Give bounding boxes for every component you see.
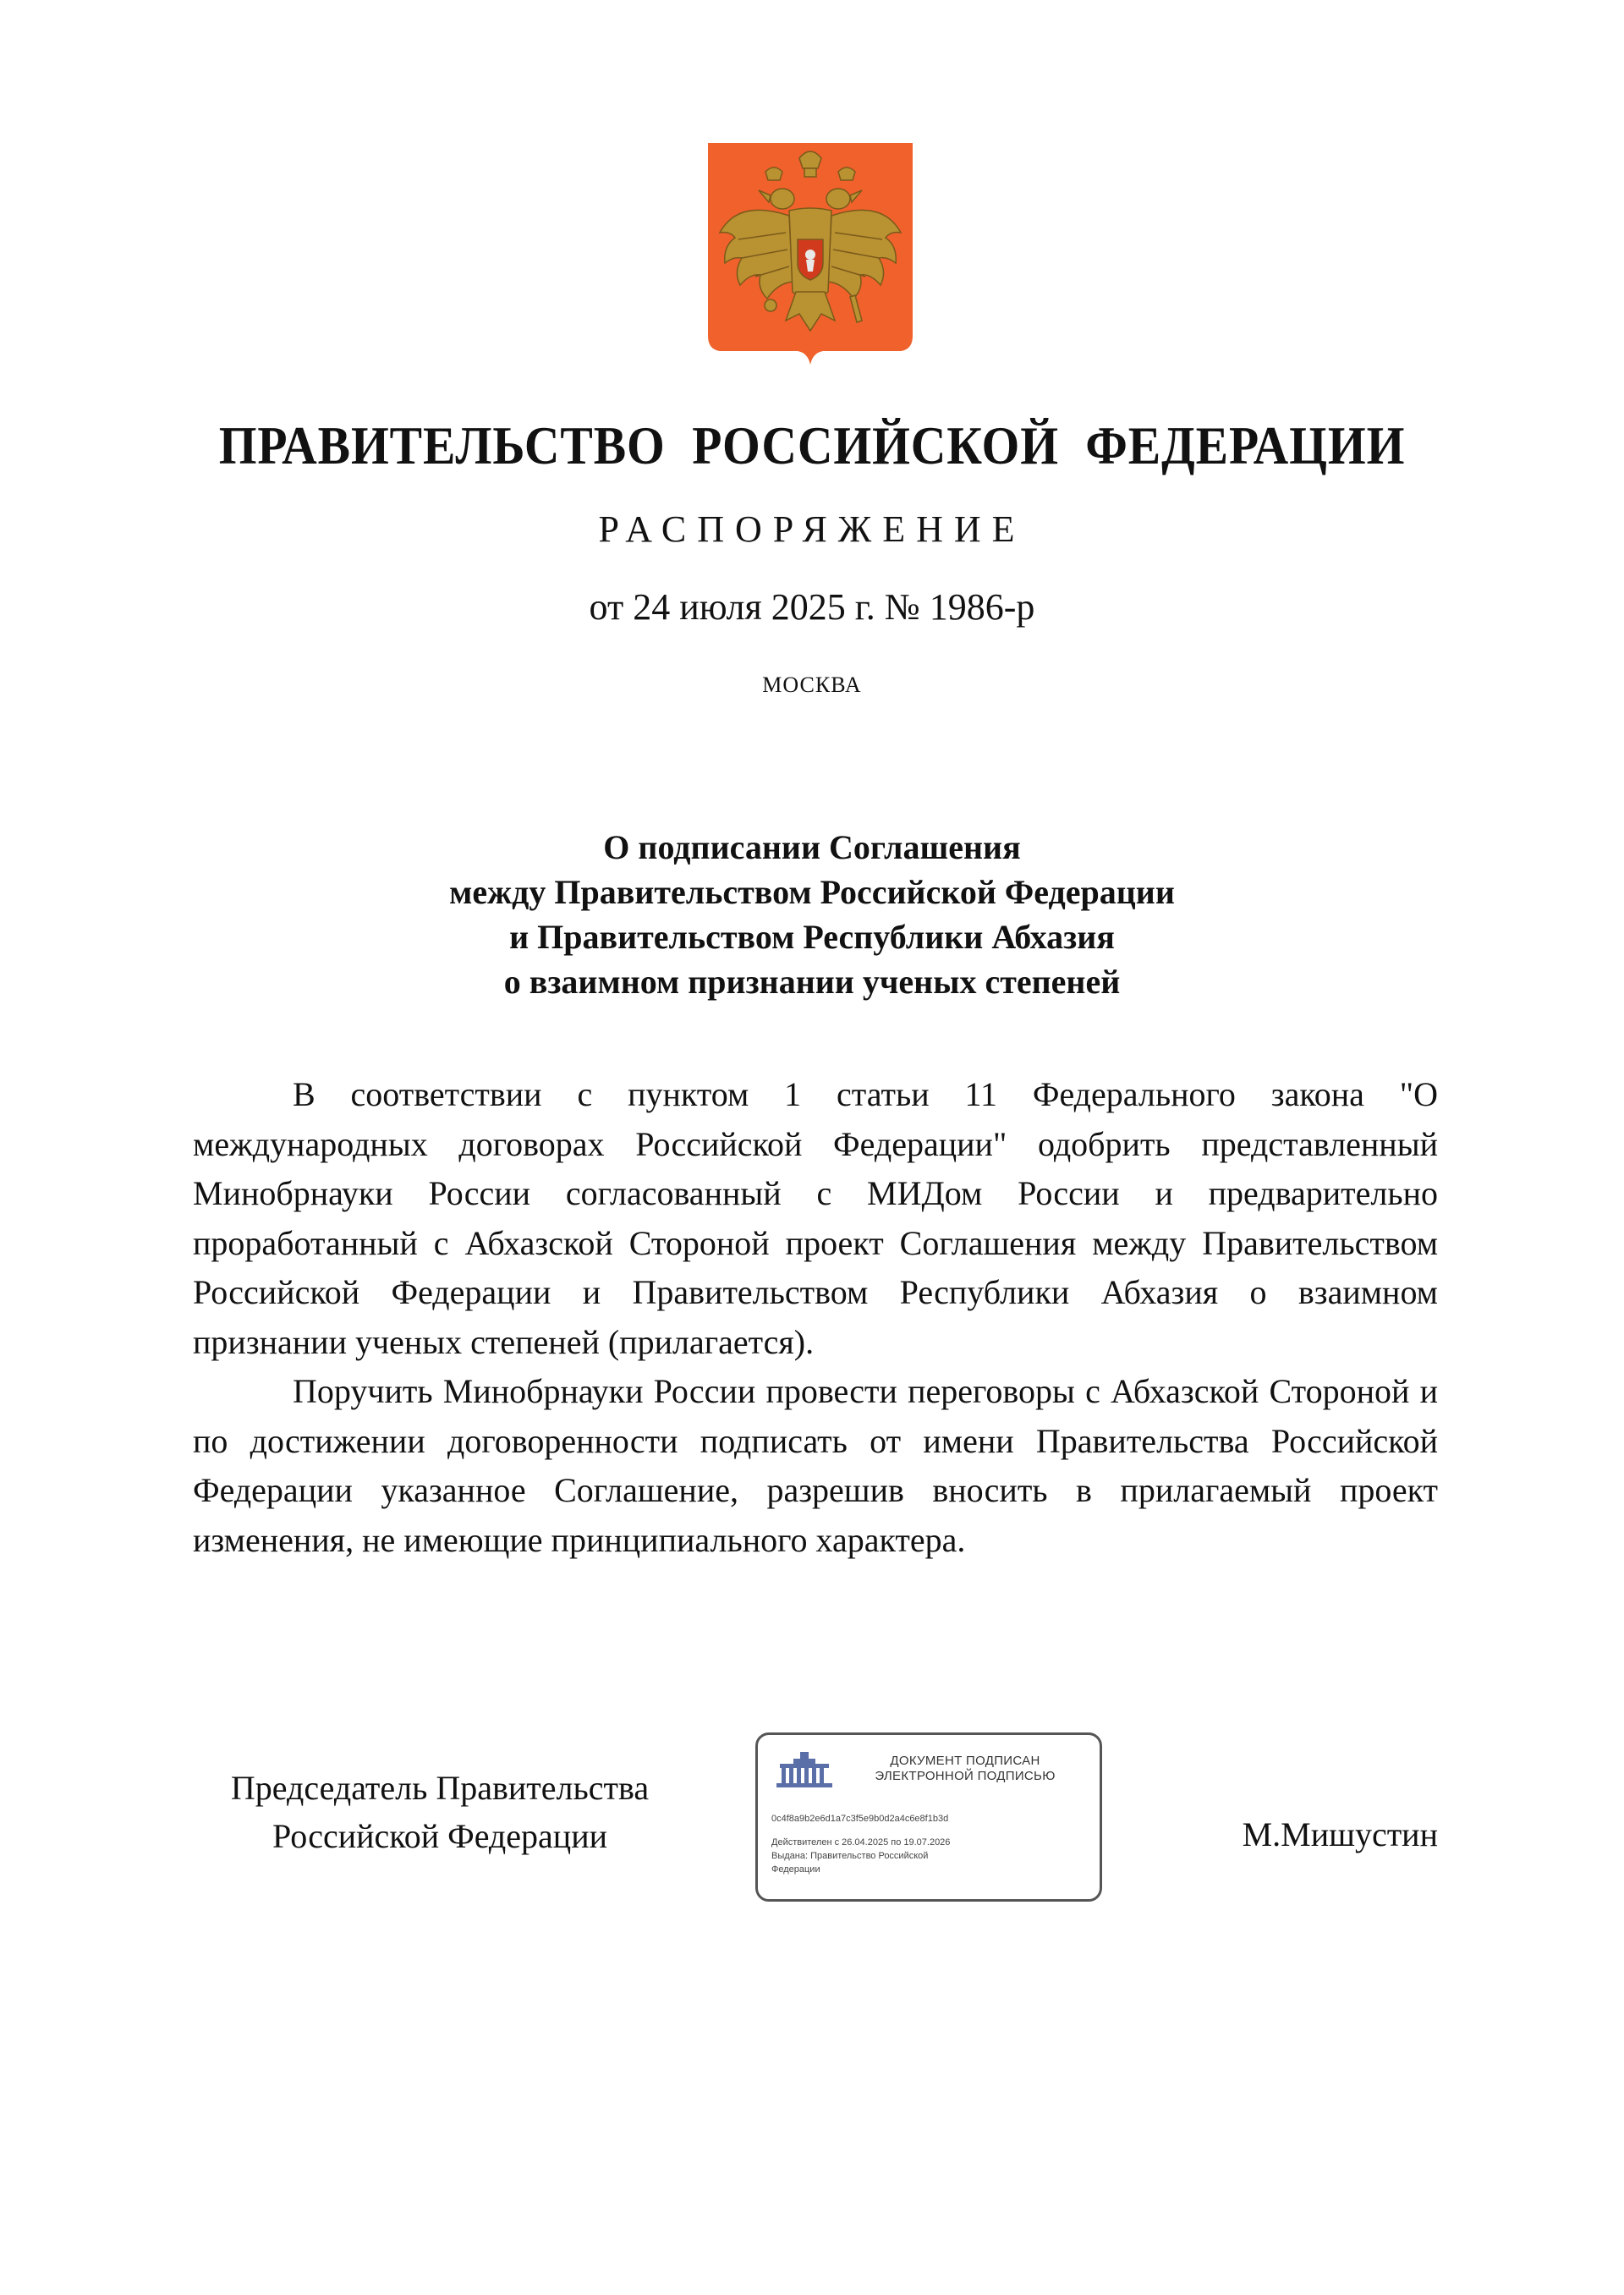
electronic-signature-stamp [755,1732,1102,1902]
stamp-validity: Действителен с 26.04.2025 по 19.07.2026 [771,1837,951,1848]
signer-position [169,1764,710,1860]
body-paragraph: Поручить Минобрнауки России провести переговоры с Абхазской Стороной и по достижении договоренности подписать от имени Правительства Российской Федерации указанное Соглашение, разрешив вносить в прилагаемый проект изменения, не имеющие принципиального характера. [193,1372,1438,1559]
government-title: ПРАВИТЕЛЬСТВО РОССИЙСКОЙ ФЕДЕРАЦИИ [218,415,1406,475]
stamp-title-line: ЭЛЕКТРОННОЙ ПОДПИСЬЮ [875,1769,1056,1783]
signer-name: М.Мишустин [1242,1815,1438,1853]
government-building-icon [775,1749,834,1789]
signer-position-line: Российской Федерации [272,1817,608,1855]
stamp-issuer: Выдана: Правительство Российской [771,1851,929,1861]
subject-line: и Правительством Республики Абхазия [509,918,1115,956]
body-paragraph: В соответствии с пунктом 1 статьи 11 Федерального закона "О международных договорах Российской Федерации" одобрить представленный Минобрнауки России согласованный с МИДом России и предварительно проработанный с Абхазской Стороной проект Соглашения между Правительством Российской Федерации и Правительством Республики Абхазия о взаимном признании ученых степеней (прилагается). [193,1075,1438,1361]
subject-line: между Правительством Российской Федерации [449,873,1175,911]
document-date-number: от 24 июля 2025 г. № 1986-р [589,586,1035,628]
signer-position-line: Председатель Правительства [230,1769,650,1807]
document-type: РАСПОРЯЖЕНИЕ [598,508,1026,550]
document-subject [0,825,1624,1004]
subject-line: о взаимном признании ученых степеней [503,963,1121,1001]
stamp-title [838,1754,1092,1784]
stamp-issuer: Федерации [771,1864,820,1875]
document-body [193,1070,1438,1565]
stamp-title-line: ДОКУМЕНТ ПОДПИСАН [890,1754,1040,1768]
subject-line: О подписании Соглашения [603,828,1021,866]
coat-of-arms-icon [705,140,916,368]
document-city: МОСКВА [762,673,862,697]
stamp-certificate: 0c4f8a9b2e6d1a7c3f5e9b0d2a4c6e8f1b3d [771,1814,949,1824]
